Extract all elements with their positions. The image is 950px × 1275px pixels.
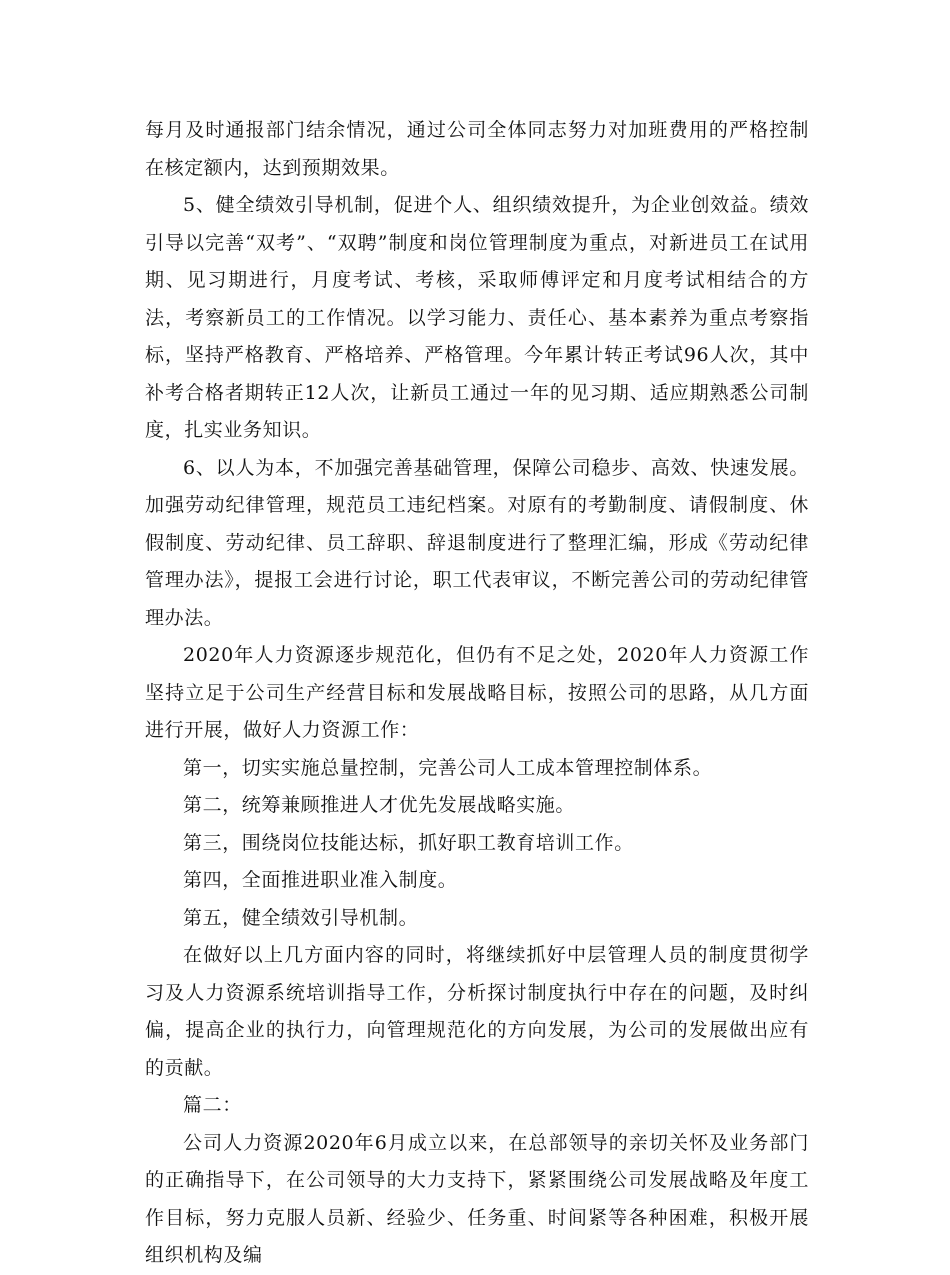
- paragraph-3: 6、以人为本，不加强完善基础管理，保障公司稳步、高效、快速发展。加强劳动纪律管理，规范员工违纪档案。对原有的考勤制度、请假制度、休假制度、劳动纪律、员工辞职、辞退制度进行了整理汇编，形成《劳动纪律管理办法》，提报工会进行讨论，职工代表审议，不断完善公司的劳动纪律管理办法。: [145, 456, 809, 629]
- paragraph-4: 2020年人力资源逐步规范化，但仍有不足之处，2020年人力资源工作坚持立足于公司生产经营目标和发展战略目标，按照公司的思路，从几方面进行开展，做好人力资源工作：: [145, 644, 809, 741]
- list-item-5: 第五，健全绩效引导机制。: [183, 906, 419, 929]
- document-body: [145, 112, 809, 1275]
- paragraph-6: 公司人力资源2020年6月成立以来，在总部领导的亲切关怀及业务部门的正确指导下，在公司领导的大力支持下，紧紧围绕公司发展战略及年度工作目标，努力克服人员新、经验少、任务重、时间紧等各种困难，积极开展组织机构及编: [145, 1131, 809, 1266]
- list-item-2: 第二，统筹兼顾推进人才优先发展战略实施。: [183, 794, 576, 816]
- paragraph-1: 每月及时通报部门结余情况，通过公司全体同志努力对加班费用的严格控制在核定额内，达到预期效果。: [145, 119, 809, 179]
- paragraph-2: 5、健全绩效引导机制，促进个人、组织绩效提升，为企业创效益。绩效引导以完善“双考”、“双聘”制度和岗位管理制度为重点，对新进员工在试用期、见习期进行，月度考试、考核，采取师傅评定和月度考试相结合的方法，考察新员工的工作情况。以学习能力、责任心、基本素养为重点考察指标，坚持严格教育、严格培养、严格管理。今年累计转正考试96人次，其中补考合格者期转正12人次，让新员工通过一年的见习期、适应期熟悉公司制度，扎实业务知识。: [145, 194, 809, 441]
- paragraph-5: 在做好以上几方面内容的同时，将继续抓好中层管理人员的制度贯彻学习及人力资源系统培训指导工作，分析探讨制度执行中存在的问题，及时纠偏，提高企业的执行力，向管理规范化的方向发展，为公司的发展做出应有的贡献。: [145, 944, 809, 1079]
- list-item-4: 第四，全面推进职业准入制度。: [183, 869, 458, 891]
- section-heading: 篇二：: [183, 1094, 242, 1116]
- list-item-3: 第三，围绕岗位技能达标，抓好职工教育培训工作。: [183, 831, 634, 854]
- list-item-1: 第一，切实实施总量控制，完善公司人工成本管理控制体系。: [183, 756, 713, 779]
